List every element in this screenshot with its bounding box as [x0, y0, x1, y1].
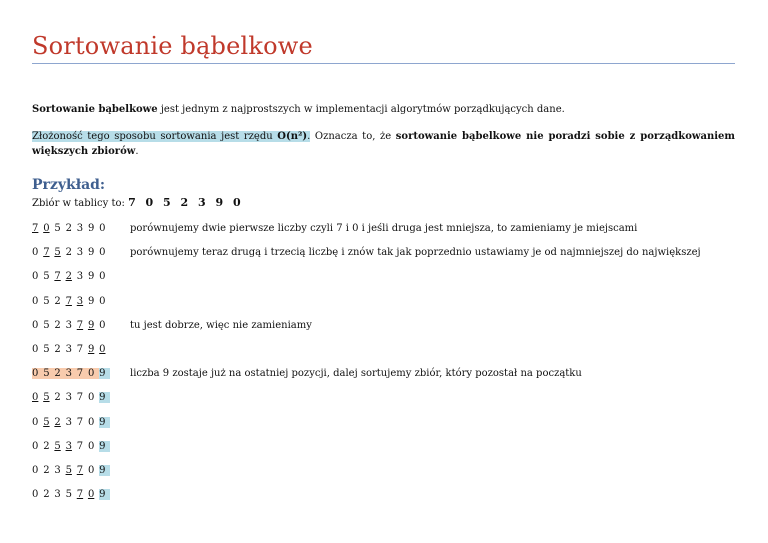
- digit: 2: [54, 392, 61, 404]
- digit: 9: [99, 368, 110, 379]
- digit: 5: [54, 223, 61, 234]
- digit: 0: [99, 223, 106, 234]
- digit: 2: [65, 223, 72, 234]
- digit: 0: [87, 465, 95, 476]
- digit: 0: [32, 247, 39, 259]
- digit: 5: [43, 344, 50, 355]
- intro-bold-term: Sortowanie bąbelkowe: [32, 104, 158, 115]
- step-digits: [32, 417, 110, 428]
- digit: 3: [54, 489, 61, 501]
- digit: 2: [54, 416, 61, 428]
- digit: 5: [43, 368, 54, 379]
- digit: 2: [43, 465, 50, 476]
- digit: 0: [32, 392, 39, 404]
- complexity-formula: O(n²): [277, 131, 308, 142]
- digit: 0: [87, 489, 95, 501]
- digit: 0: [99, 295, 106, 307]
- step-digits: [32, 296, 110, 307]
- title-underline-rule: [32, 63, 735, 64]
- digit: 7: [76, 319, 84, 331]
- complexity-highlight: [32, 131, 310, 142]
- digit: 7: [76, 416, 84, 428]
- step-digits: [32, 368, 110, 379]
- digit: 3: [76, 295, 84, 307]
- digit: 5: [65, 465, 72, 476]
- digit: 7: [76, 344, 84, 355]
- digit: 5: [43, 416, 50, 428]
- digit: 9: [99, 441, 110, 452]
- digit: 0: [99, 319, 106, 331]
- step-comment: porównujemy dwie pierwsze liczby czyli 7 i 0 i jeśli druga jest mniejsza, to zamieniamy je miejscami: [130, 223, 638, 234]
- digit: 9: [87, 319, 95, 331]
- digit: 7: [65, 295, 72, 307]
- digit: 2: [43, 489, 50, 501]
- digit: 2: [54, 319, 61, 331]
- step-comment: tu jest dobrze, więc nie zamieniamy: [130, 319, 312, 331]
- digit: 7: [54, 271, 61, 283]
- set-label: Zbiór w tablicy to:: [32, 198, 125, 209]
- digit: 3: [76, 223, 84, 234]
- digit: 3: [76, 247, 84, 259]
- set-values: 7 0 5 2 3 9 0: [128, 196, 244, 209]
- digit: 9: [99, 465, 110, 476]
- digit: 0: [87, 392, 95, 404]
- digit: 9: [87, 271, 95, 283]
- digit: 7: [76, 440, 84, 452]
- digit: 9: [87, 223, 95, 234]
- digit: 0: [88, 368, 99, 379]
- digit: 5: [54, 440, 61, 452]
- step-digits: [32, 271, 110, 282]
- step-digits: [32, 489, 110, 500]
- digit: 9: [87, 247, 95, 259]
- example-heading: Przykład:: [32, 177, 106, 193]
- step-digits: [32, 392, 110, 403]
- digit: 0: [99, 247, 106, 259]
- digit: 5: [65, 489, 72, 501]
- digit: 0: [32, 465, 39, 476]
- digit: 2: [65, 247, 72, 259]
- digit: 3: [66, 368, 77, 379]
- digit: 3: [65, 392, 72, 404]
- step-digits: [32, 441, 110, 452]
- digit: 5: [43, 271, 50, 283]
- digit: 9: [87, 295, 95, 307]
- digit: 0: [87, 416, 95, 428]
- digit: 5: [43, 295, 50, 307]
- digit: 3: [65, 416, 72, 428]
- digit: 7: [77, 368, 88, 379]
- digit: 9: [99, 489, 110, 500]
- digit: 7: [76, 465, 84, 476]
- digit: 2: [43, 440, 50, 452]
- digit: 9: [87, 344, 95, 355]
- digit: 0: [32, 368, 43, 379]
- complexity-mid: Oznacza to, że: [310, 131, 396, 142]
- digit: 3: [54, 465, 61, 476]
- digit: 0: [32, 416, 39, 428]
- digit: 7: [76, 489, 84, 501]
- digit: 7: [76, 392, 84, 404]
- digit: 0: [32, 440, 39, 452]
- digit: 0: [32, 295, 39, 307]
- digit: 5: [54, 247, 61, 259]
- complexity-bold-conclusion: sortowanie bąbelkowe nie poradzi sobie z porządkowaniem większych zbiorów: [32, 131, 735, 157]
- digit: 0: [32, 271, 39, 283]
- complexity-suffix: .: [307, 131, 311, 142]
- step-digits: [32, 465, 110, 476]
- complexity-paragraph: [32, 129, 735, 159]
- intro-paragraph: [32, 104, 565, 115]
- digit: 0: [32, 344, 39, 355]
- digit: 0: [32, 319, 39, 331]
- digit: 3: [65, 319, 72, 331]
- page-title: Sortowanie bąbelkowe: [32, 32, 313, 60]
- step-comment: porównujemy teraz drugą i trzecią liczbę i znów tak jak poprzednio ustawiamy je od najmniejszej do największej: [130, 247, 701, 259]
- step-digits: [32, 344, 110, 355]
- digit: 5: [43, 392, 50, 404]
- digit: 7: [43, 247, 50, 259]
- step-comment: liczba 9 zostaje już na ostatniej pozycji, dalej sortujemy zbiór, który pozostał na początku: [130, 368, 582, 380]
- digit: 0: [43, 223, 50, 234]
- digit: 0: [99, 344, 106, 355]
- digit: 0: [32, 489, 39, 501]
- digit: 2: [65, 271, 72, 283]
- intro-text: jest jednym z najprostszych w implementacji algorytmów porządkujących dane.: [157, 104, 565, 115]
- digit: 2: [54, 344, 61, 355]
- complexity-prefix: Złożoność tego sposobu sortowania jest rzędu: [32, 131, 278, 142]
- set-line: [32, 196, 244, 209]
- digit: 2: [54, 368, 65, 379]
- digit: 3: [76, 271, 84, 283]
- step-digits: [32, 320, 110, 331]
- digit: 2: [54, 295, 61, 307]
- digit: 3: [65, 440, 72, 452]
- digit: 9: [99, 417, 110, 428]
- digit: 5: [43, 319, 50, 331]
- step-digits: [32, 223, 110, 234]
- digit: 3: [65, 344, 72, 355]
- digit: 7: [32, 223, 39, 234]
- complexity-end: .: [135, 146, 139, 157]
- step-digits: [32, 247, 110, 258]
- digit: 9: [99, 392, 110, 403]
- digit: 0: [87, 440, 95, 452]
- digit: 0: [99, 271, 106, 283]
